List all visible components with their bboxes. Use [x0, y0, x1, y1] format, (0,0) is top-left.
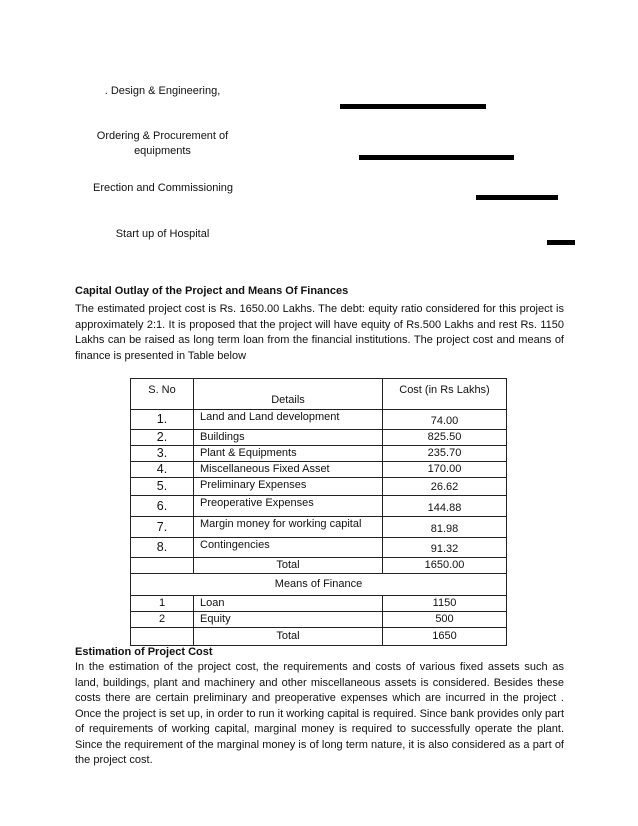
header-sno: S. No [131, 379, 194, 410]
schedule-item-label: Erection and Commissioning [92, 182, 233, 194]
row-cost: 235.70 [383, 446, 507, 462]
row-sno: 1. [131, 410, 194, 430]
row-details: Buildings [194, 430, 383, 446]
row-details: Loan [194, 596, 383, 612]
total-empty-cell [131, 558, 194, 574]
row-sno: 6. [131, 496, 194, 517]
table-row [131, 462, 507, 478]
table-row [131, 496, 507, 517]
finance-total-label: Total [194, 628, 383, 646]
row-sno: 1 [131, 596, 194, 612]
schedule-bar [476, 195, 558, 200]
row-details: Plant & Equipments [194, 446, 383, 462]
row-cost: 825.50 [383, 430, 507, 446]
finance-heading: Means of Finance [131, 574, 507, 596]
row-cost: 500 [383, 612, 507, 628]
capital-outlay-paragraph: The estimated project cost is Rs. 1650.00 Lakhs. The debt: equity ratio considered for this project is approximately 2:1. It is proposed that the project will have equity of Rs.500 Lakhs and rest Rs. 1150 Lakhs can be raised as long term loan from the financial institutions. The project cost and means of finance is presented in Table below [75, 303, 564, 362]
row-details: Margin money for working capital [194, 517, 383, 538]
estimation-heading: Estimation of Project Cost [75, 646, 213, 658]
project-cost-table [130, 378, 507, 646]
row-cost: 26.62 [383, 478, 507, 496]
row-cost: 91.32 [383, 538, 507, 558]
table-row [131, 612, 507, 628]
row-sno: 4. [131, 462, 194, 478]
row-details: Miscellaneous Fixed Asset [194, 462, 383, 478]
row-sno: 2 [131, 612, 194, 628]
row-sno: 7. [131, 517, 194, 538]
row-details: Land and Land development [194, 410, 383, 430]
table-row [131, 410, 507, 430]
total-value: 1650.00 [383, 558, 507, 574]
schedule-bar [340, 104, 486, 109]
total-row [131, 558, 507, 574]
row-sno: 5. [131, 478, 194, 496]
row-cost: 1150 [383, 596, 507, 612]
table-header-row [131, 379, 507, 410]
row-details: Contingencies [194, 538, 383, 558]
row-cost: 81.98 [383, 517, 507, 538]
schedule-bar [359, 155, 514, 160]
finance-total-value: 1650 [383, 628, 507, 646]
total-empty-cell [131, 628, 194, 646]
total-label: Total [194, 558, 383, 574]
schedule-bar [547, 240, 575, 245]
header-details: Details [194, 379, 383, 410]
table-row [131, 538, 507, 558]
row-details: Equity [194, 612, 383, 628]
table-row [131, 446, 507, 462]
row-details: Preliminary Expenses [194, 478, 383, 496]
table-row [131, 430, 507, 446]
capital-outlay-heading: Capital Outlay of the Project and Means Of Finances [75, 285, 349, 297]
finance-heading-row [131, 574, 507, 596]
row-cost: 74.00 [383, 410, 507, 430]
table-row [131, 596, 507, 612]
row-details: Preoperative Expenses [194, 496, 383, 517]
table-row [131, 478, 507, 496]
row-sno: 2. [131, 430, 194, 446]
estimation-paragraph: In the estimation of the project cost, the requirements and costs of various fixed assets such as land, buildings, plant and machinery and other miscellaneous assets is considered. Besides these costs there are certain preliminary and preoperative expenses which are incurred in the project . Once the project is set up, in order to run it working capital is required. Since bank provides only part of requirements of working capital, marginal money is required to successfully operate the plant. Since the requirement of the marginal money is of long term nature, it is also considered as a part of the project cost. [75, 661, 564, 766]
row-sno: 3. [131, 446, 194, 462]
row-cost: 144.88 [383, 496, 507, 517]
schedule-item-label: Ordering & Procurement of equipments [96, 130, 229, 157]
finance-total-row [131, 628, 507, 646]
row-cost: 170.00 [383, 462, 507, 478]
row-sno: 8. [131, 538, 194, 558]
table-row [131, 517, 507, 538]
schedule-item-label: . Design & Engineering, [104, 85, 221, 97]
schedule-item-label: Start up of Hospital [115, 228, 210, 240]
header-cost: Cost (in Rs Lakhs) [383, 379, 507, 410]
